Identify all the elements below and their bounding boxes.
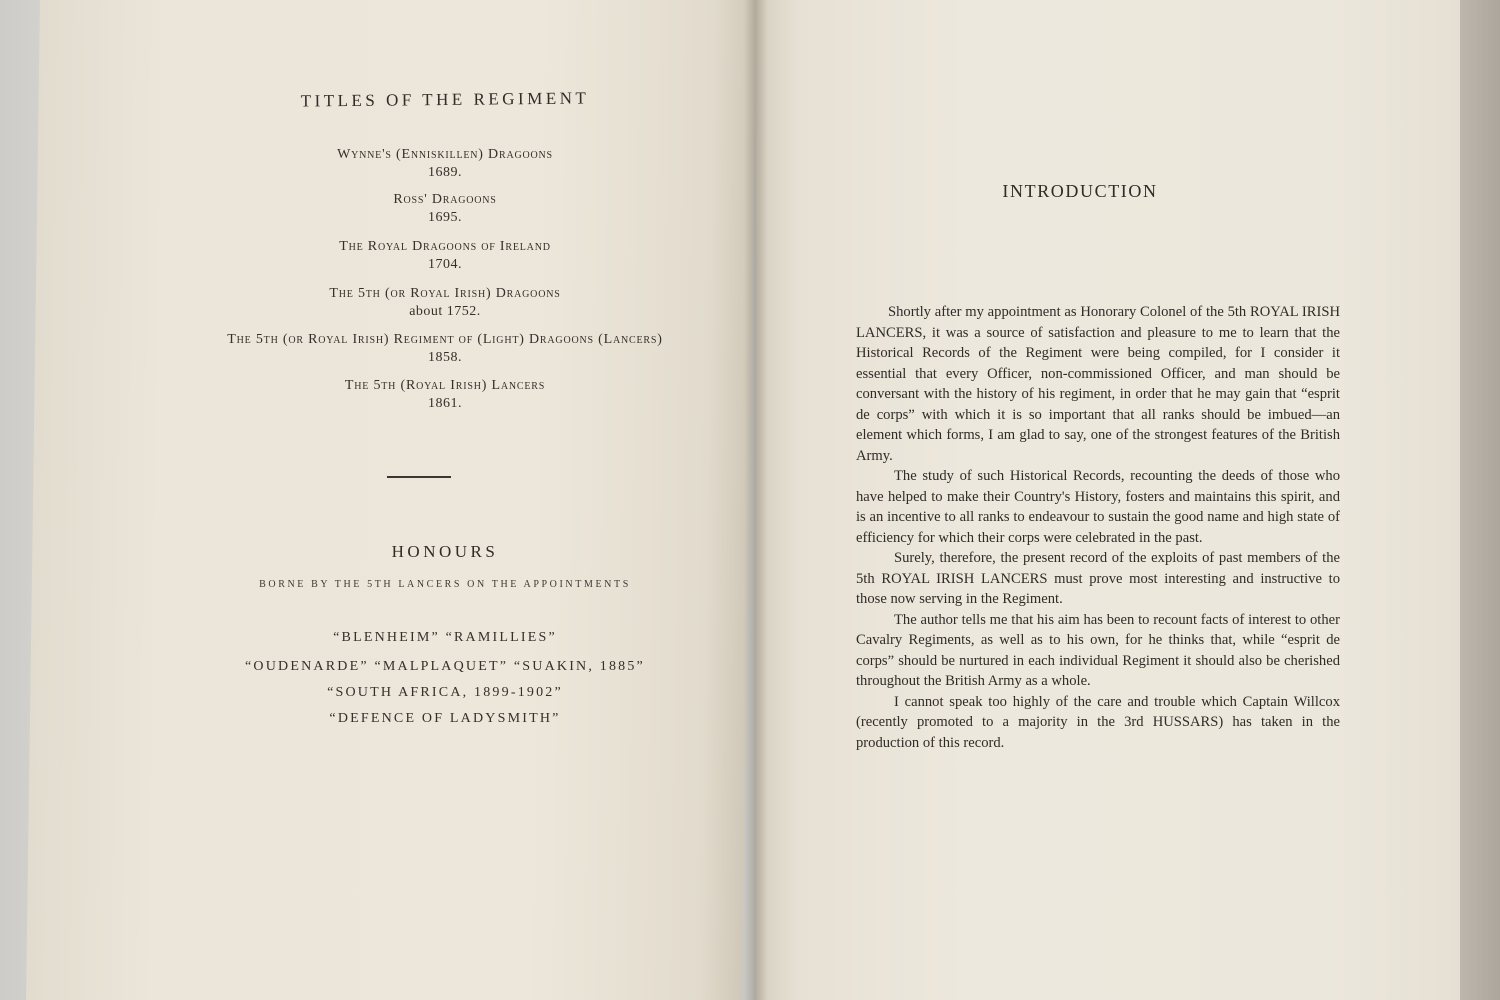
title-entry xyxy=(175,285,715,321)
divider-rule xyxy=(387,476,451,478)
intro-paragraph: The author tells me that his aim has been to recount facts of interest to other Cavalry Regiments, as well as to his own, for he thinks that, while “esprit de corps” should be nurtured in each individual Regiment it should also be cherished throughout the British Army as a whole. xyxy=(856,611,1340,689)
title-entry xyxy=(175,146,715,182)
title-name: Wynne's (Enniskillen) Dragoons xyxy=(337,147,553,162)
title-year: 1689. xyxy=(428,165,462,180)
title-entry xyxy=(175,331,715,367)
title-year: 1861. xyxy=(428,396,462,411)
book-gutter xyxy=(744,0,768,1000)
honours-line: “BLENHEIM” “RAMILLIES” xyxy=(333,630,557,645)
title-entry xyxy=(175,238,715,274)
honours-line: “OUDENARDE” “MALPLAQUET” “SUAKIN, 1885” xyxy=(245,659,645,674)
title-year: 1695. xyxy=(428,210,462,225)
introduction-body xyxy=(856,302,1340,753)
intro-paragraph: The study of such Historical Records, recounting the deeds of those who have helped to make their Country's History, fosters and maintains this spirit, and is an incentive to all ranks to endeavour to sustain the good name and high state of efficiency for which their corps were celebrated in the past. xyxy=(856,468,1340,546)
titles-heading: TITLES OF THE REGIMENT xyxy=(300,88,590,111)
honours-line: “DEFENCE OF LADYSMITH” xyxy=(329,711,561,726)
title-year: 1858. xyxy=(428,350,462,365)
title-year: 1704. xyxy=(428,257,462,272)
title-entry xyxy=(175,377,715,413)
title-name: The 5th (Royal Irish) Lancers xyxy=(344,378,546,393)
intro-paragraph: I cannot speak too highly of the care and trouble which Captain Willcox (recently promoted to a majority in the 3rd HUSSARS) has taken in the production of this record. xyxy=(856,693,1340,751)
honours-line: “SOUTH AFRICA, 1899-1902” xyxy=(327,685,563,700)
title-name: The 5th (or Royal Irish) Dragoons xyxy=(329,286,561,301)
intro-paragraph: Shortly after my appointment as Honorary Colonel of the 5th ROYAL IRISH LANCERS, it was a source of satisfaction and pleasure to me to learn that the Historical Records of the Regiment were being compiled, for I consider it essential that every Officer, non-commissioned Officer, and man should be conversant with the history of his regiment, in order that he may gain that “esprit de corps” with which it is so important that all ranks should be imbued—an element which forms, I am glad to say, one of the strongest features of the British Army. xyxy=(856,304,1340,464)
title-name: The Royal Dragoons of Ireland xyxy=(339,239,551,254)
honours-subheading: BORNE BY THE 5TH LANCERS ON THE APPOINTMENTS xyxy=(259,579,631,590)
title-entry xyxy=(175,191,715,227)
title-year: about 1752. xyxy=(409,304,481,319)
intro-paragraph: Surely, therefore, the present record of the exploits of past members of the 5th ROYAL IRISH LANCERS must prove most interesting and instructive to those now serving in the Regiment. xyxy=(856,550,1340,607)
honours-heading: HONOURS xyxy=(391,542,499,561)
introduction-heading: INTRODUCTION xyxy=(1002,181,1158,201)
background-right xyxy=(1460,0,1500,1000)
title-name: The 5th (or Royal Irish) Regiment of (Light) Dragoons (Lancers) xyxy=(227,332,663,347)
title-name: Ross' Dragoons xyxy=(393,192,497,207)
